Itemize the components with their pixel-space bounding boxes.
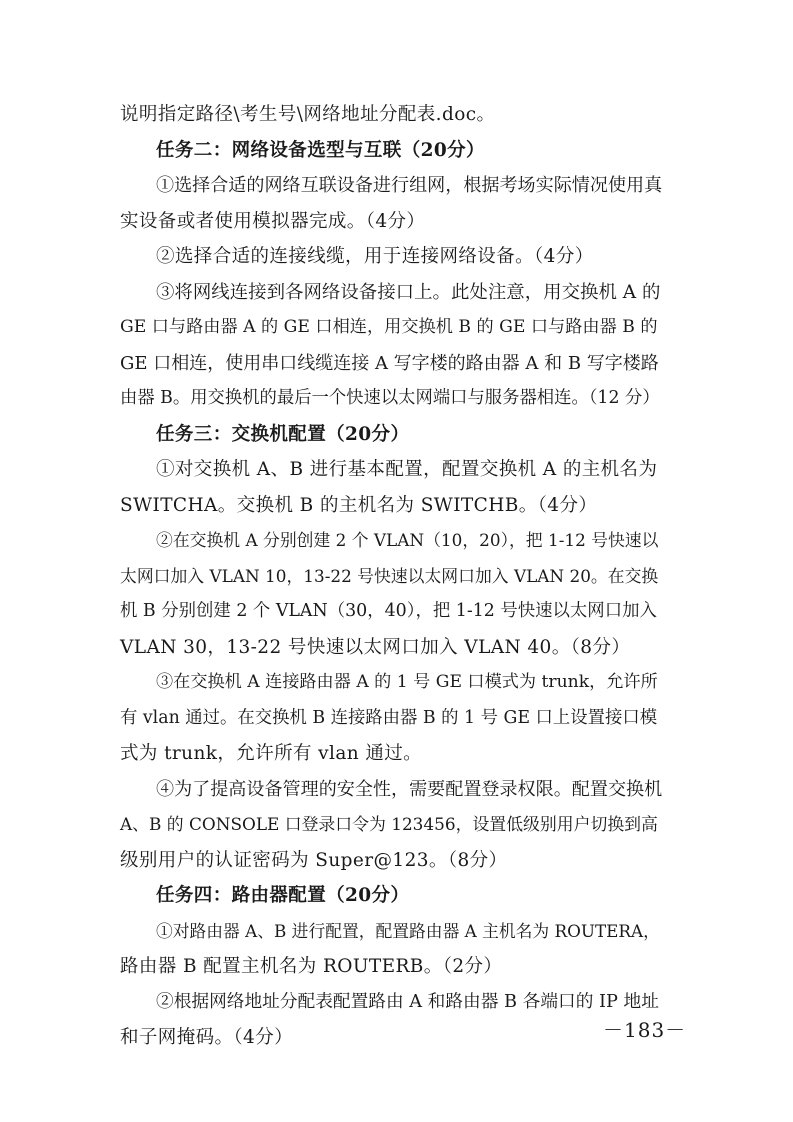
text-line: 实设备或者使用模拟器完成。（4分） — [120, 210, 426, 232]
text-line: A、B 的 CONSOLE 口登录口令为 123456，设置低级别用户切换到高 — [120, 814, 658, 834]
text-line: 太网口加入 VLAN 10，13-22 号快速以太网口加入 VLAN 20。在交换 — [120, 565, 659, 586]
text-line: 由器 B。用交换机的最后一个快速以太网端口与服务器相连。（12 分） — [120, 388, 660, 408]
text-line: ①对路由器 A、B 进行配置，配置路由器 A 主机名为 ROUTERA， — [156, 920, 660, 941]
text-line: 说明指定路径\考生号\网络地址分配表.doc。 — [120, 104, 496, 125]
text-line: ③将网线连接到各网络设备接口上。此处注意，用交换机 A 的 — [156, 281, 661, 303]
text-line: ③在交换机 A 连接路由器 A 的 1 号 GE 口模式为 trunk，允许所 — [156, 672, 658, 692]
text-line: 路由器 B 配置主机名为 ROUTERB。（2分） — [120, 956, 503, 977]
text-line: 级别用户的认证密码为 Super@123。（8分） — [120, 849, 508, 871]
text-line: VLAN 30，13-22 号快速以太网口加入 VLAN 40。（8分） — [120, 636, 631, 658]
text-line: ②选择合适的连接线缆，用于连接网络设备。（4分） — [156, 246, 594, 267]
text-line: GE 口相连，使用串口线缆连接 A 写字楼的路由器 A 和 B 写字楼路 — [120, 352, 659, 374]
text-line: ④为了提高设备管理的安全性，需要配置登录权限。配置交换机 — [156, 778, 663, 800]
text-line: GE 口与路由器 A 的 GE 口相连，用交换机 B 的 GE 口与路由器 B 的 — [120, 317, 658, 337]
text-line: ②根据网络地址分配表配置路由 A 和路由器 B 各端口的 IP 地址 — [156, 991, 659, 1012]
section-heading: 任务二：网络设备选型与互联（20分） — [156, 139, 485, 161]
text-line: ①选择合适的网络互联设备进行组网，根据考场实际情况使用真 — [156, 175, 663, 196]
text-line: 和子网掩码。（4分） — [120, 1027, 294, 1048]
text-line: SWITCHA。交换机 B 的主机名为 SWITCHB。（4分） — [120, 494, 598, 516]
section-heading: 任务三：交换机配置（20分） — [156, 423, 410, 445]
text-line: ①对交换机 A、B 进行基本配置，配置交换机 A 的主机名为 — [156, 459, 658, 480]
document-body — [120, 97, 673, 1056]
page-number: －183－ — [603, 1018, 687, 1042]
text-line: ②在交换机 A 分别创建 2 个 VLAN（10，20），把 1-12 号快速以 — [156, 530, 659, 550]
text-line: 机 B 分别创建 2 个 VLAN（30，40），把 1-12 号快速以太网口加入 — [120, 601, 657, 621]
section-heading: 任务四：路由器配置（20分） — [156, 885, 410, 906]
text-line: 有 vlan 通过。在交换机 B 连接路由器 B 的 1 号 GE 口上设置接口模 — [120, 707, 658, 728]
text-line: 式为 trunk，允许所有 vlan 通过。 — [120, 743, 423, 764]
